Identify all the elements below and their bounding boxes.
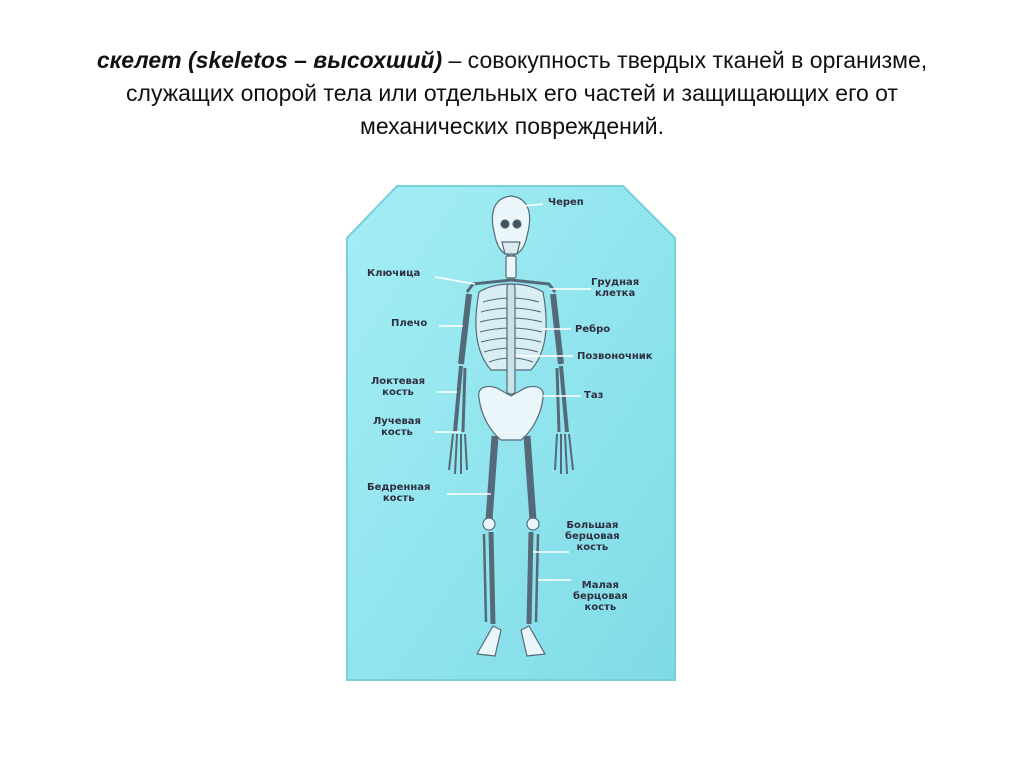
kneecap-right [527,518,539,530]
label-clavicle: Ключица [367,268,421,279]
eye-socket-left [501,220,509,228]
label-ulna: Локтевая кость [371,376,426,398]
label-femur: Бедренная кость [367,482,431,504]
radius-left [463,368,465,432]
skeleton-diagram [345,184,677,682]
label-radius: Лучевая кость [373,416,421,438]
label-rib: Ребро [575,324,611,335]
definition-term: скелет (skeletos – высохший) [96,47,443,73]
label-humerus: Плечо [391,318,428,329]
label-tibia: Большая берцовая кость [565,520,620,553]
label-fibula: Малая берцовая кость [573,580,628,613]
definition-body: – совокупность твердых тканей в организме, служащих опорой тела или отдельных его частей и защищающих его от механических повреждений. [126,47,928,139]
neck-vertebrae [506,256,516,278]
tibia-left [491,532,493,624]
label-chest: Грудная клетка [591,277,640,299]
label-skull: Череп [548,197,584,208]
kneecap-left [483,518,495,530]
jaw [502,242,520,254]
label-pelvis: Таз [584,390,604,401]
radius-right [557,368,559,432]
label-spine: Позвоночник [577,351,653,362]
spine [507,284,515,394]
definition-text [60,44,964,143]
tibia-right [529,532,531,624]
eye-socket-right [513,220,521,228]
